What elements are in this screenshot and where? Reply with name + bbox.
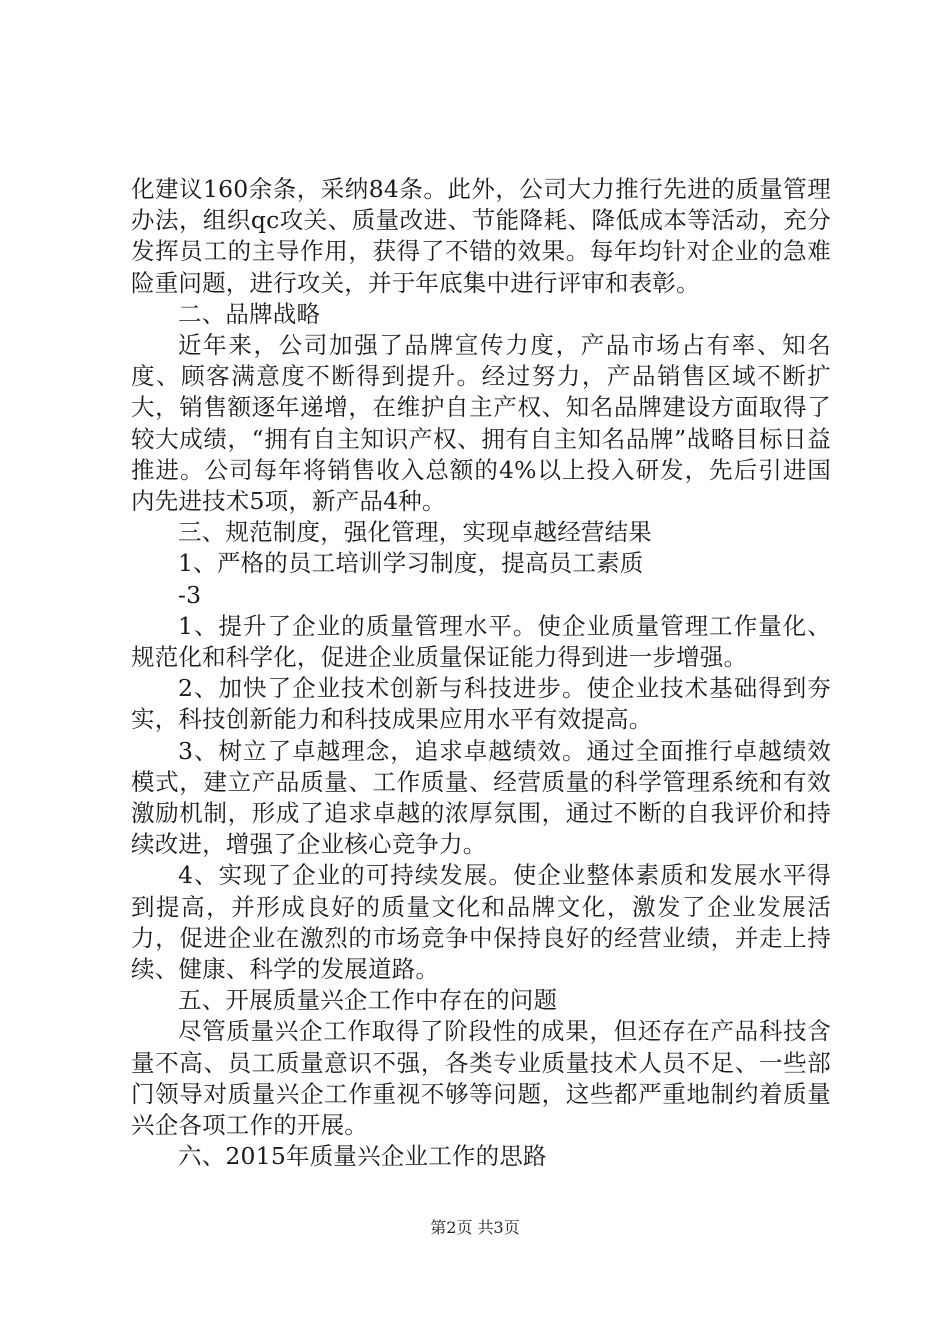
list-item-sustainable: 4、实现了企业的可持续发展。使企业整体素质和发展水平得到提高，并形成良好的质量文化和品牌文化，激发了企业发展活力，促进企业在激烈的市场竞争中保持良好的经营业绩，并走上持续、健康、科学的发展道路。 [131, 861, 831, 984]
fragment-marker: -3 [178, 580, 202, 609]
page-number-footer: 第2页 共3页 [430, 1218, 520, 1237]
paragraph-continuation: 化建议160余条，采纳84条。此外，公司大力推行先进的质量管理办法，组织qc攻关、质量改进、节能降耗、降低成本等活动，充分发挥员工的主导作用，获得了不错的效果。每年均针对企业的急难险重问题，进行攻关，并于年底集中进行评审和表彰。 [131, 175, 831, 297]
paragraph-problems: 尽管质量兴企工作取得了阶段性的成果，但还存在产品科技含量不高、员工质量意识不强，各类专业质量技术人员不足、一些部门领导对质量兴企工作重视不够等问题，这些都严重地制约着质量兴企各项工作的开展。 [131, 1017, 831, 1140]
document-body [131, 174, 831, 1173]
heading-brand-strategy: 二、品牌战略 [178, 299, 321, 328]
list-item-excellence: 3、树立了卓越理念，追求卓越绩效。通过全面推行卓越绩效模式，建立产品质量、工作质量、经营质量的科学管理系统和有效激励机制，形成了追求卓越的浓厚氛围，通过不断的自我评价和持续改进，增强了企业核心竞争力。 [131, 736, 831, 859]
list-item-quality-level: 1、提升了企业的质量管理水平。使企业质量管理工作量化、规范化和科学化，促进企业质量保证能力得到进一步增强。 [131, 611, 831, 672]
subheading-staff-training: 1、严格的员工培训学习制度，提高员工素质 [178, 549, 644, 578]
paragraph-brand-strategy: 近年来，公司加强了品牌宣传力度，产品市场占有率、知名度、顾客满意度不断得到提升。经过努力，产品销售区域不断扩大，销售额逐年递增，在维护自主产权、知名品牌建设方面取得了较大成绩，“拥有自主知识产权、拥有自主知名品牌”战略目标日益推进。公司每年将销售收入总额的4%以上投入研发，先后引进国内先进技术5项，新产品4种。 [131, 331, 831, 516]
heading-problems: 五、开展质量兴企工作中存在的问题 [178, 986, 558, 1015]
heading-2015-plan: 六、2015年质量兴企业工作的思路 [178, 1142, 547, 1171]
heading-standardize-management: 三、规范制度，强化管理，实现卓越经营结果 [178, 518, 652, 547]
list-item-tech-innovation: 2、加快了企业技术创新与科技进步。使企业技术基础得到夯实，科技创新能力和科技成果应用水平有效提高。 [131, 674, 831, 734]
